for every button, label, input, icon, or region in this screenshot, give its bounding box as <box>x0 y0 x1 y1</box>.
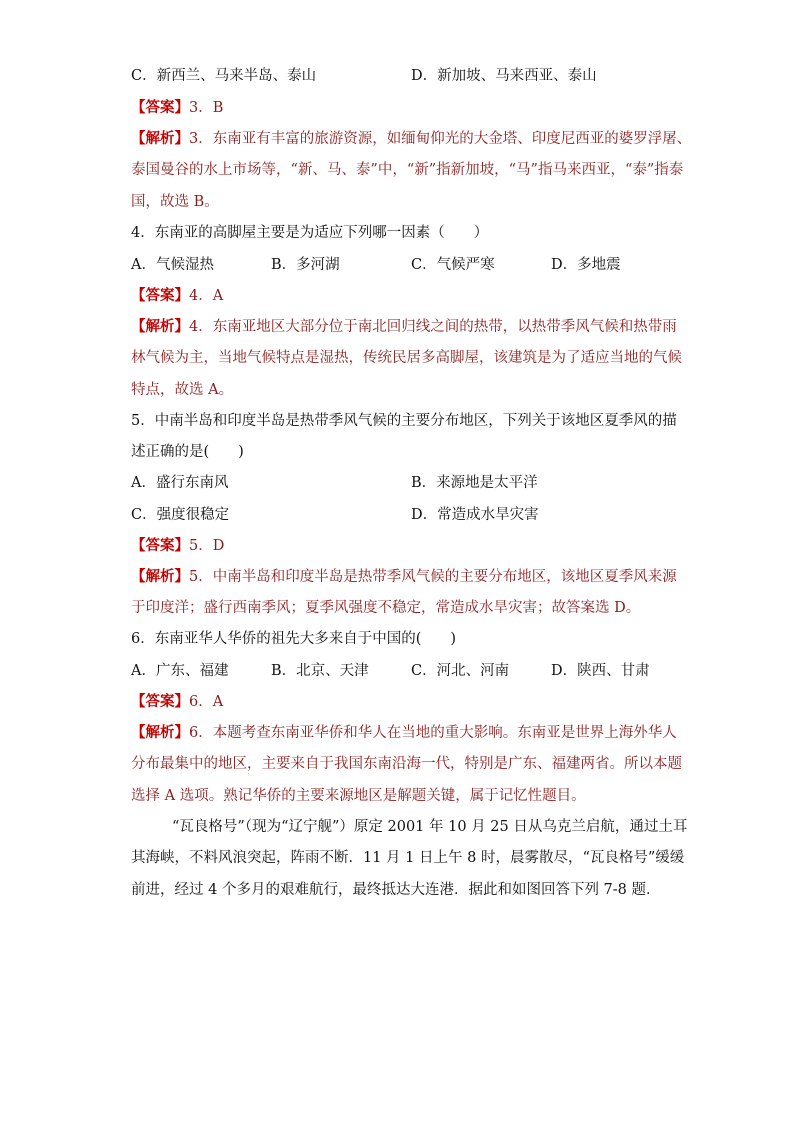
q6-analysis-line-3: 选择 A 选项。熟记华侨的主要来源地区是解题关键，属于记忆性题目。 <box>131 788 586 804</box>
answer-value: 5．D <box>189 538 225 554</box>
q6-analysis-line-2: 分布最集中的地区，主要来自于我国东南沿海一代，特别是广东、福建两省。所以本题 <box>131 756 682 772</box>
answer-value: 3．B <box>189 100 224 116</box>
q4-answer <box>131 286 223 306</box>
q6-option-d: D．陕西、甘肃 <box>551 663 650 679</box>
q4-option-c: C．气候严寒 <box>411 257 495 273</box>
q5-option-a: A．盛行东南风 <box>131 475 229 491</box>
q4-analysis-line-3: 特点，故选 A。 <box>131 382 234 398</box>
answer-value: 4．A <box>189 288 224 304</box>
q4-stem: 4．东南亚的高脚屋主要是为适应下列哪一因素（ ） <box>131 225 489 241</box>
passage-line-2: 其海峡，不料风浪突起，阵雨不断．11 月 1 日上午 8 时，晨雾散尽，“瓦良格号”缓缓 <box>131 850 685 866</box>
q6-option-b: B．北京、天津 <box>271 663 369 679</box>
q3-option-c: C．新西兰、马来半岛、泰山 <box>131 68 317 84</box>
q3-analysis-line-3: 国，故选 B。 <box>131 194 219 210</box>
q4-option-d: D．多地震 <box>551 257 621 273</box>
answer-value: 6．A <box>189 694 224 710</box>
analysis-label: 【解析】 <box>131 318 189 335</box>
passage-line-3: 前进，经过 4 个多月的艰难航行，最终抵达大连港．据此和如图回答下列 7-8 题． <box>131 882 661 898</box>
answer-label: 【答案】 <box>131 287 189 304</box>
q5-stem-line-2: 述正确的是( ) <box>131 444 244 460</box>
q3-answer <box>131 98 223 118</box>
q5-answer <box>131 536 224 556</box>
q3-analysis-line-2: 泰国曼谷的水上市场等，“新、马、泰”中，“新”指新加坡，“马”指马来西亚，“泰”指泰 <box>131 162 684 178</box>
analysis-label: 【解析】 <box>131 568 189 585</box>
q5-stem-line-1: 5．中南半岛和印度半岛是热带季风气候的主要分布地区，下列关于该地区夏季风的描 <box>131 413 677 429</box>
q6-stem: 6．东南亚华人华侨的祖先大多来自于中国的( ) <box>131 631 457 647</box>
q5-option-c: C．强度很稳定 <box>131 507 230 523</box>
q5-option-b: B．来源地是太平洋 <box>411 475 538 491</box>
q4-analysis-line-2: 林气候为主，当地气候特点是湿热，传统民居多高脚屋，该建筑是为了适应当地的气候 <box>131 350 682 366</box>
answer-label: 【答案】 <box>131 99 189 116</box>
q4-analysis-line-1: 【解析】4．东南亚地区大部分位于南北回归线之间的热带，以热带季风气候和热带雨 <box>131 318 677 335</box>
q6-answer <box>131 692 223 712</box>
q4-option-b: B．多河湖 <box>271 257 340 273</box>
passage-line-1: “瓦良格号”（现为“辽宁舰”）原定 2001 年 10 月 25 日从乌克兰启航，通过土耳 <box>172 819 688 835</box>
answer-label: 【答案】 <box>131 693 189 710</box>
q6-analysis-line-1: 【解析】6．本题考查东南亚华侨和华人在当地的重大影响。东南亚是世界上海外华人 <box>131 724 677 741</box>
q3-analysis-line-1: 【解析】3．东南亚有丰富的旅游资源，如缅甸仰光的大金塔、印度尼西亚的婆罗浮屠、 <box>131 130 692 147</box>
q3-option-d: D．新加坡、马来西亚、泰山 <box>411 68 597 84</box>
q5-analysis-line-1: 【解析】5．中南半岛和印度半岛是热带季风气候的主要分布地区，该地区夏季风来源 <box>131 568 677 585</box>
q5-analysis-line-2: 于印度洋；盛行西南季风；夏季风强度不稳定，常造成水旱灾害；故答案选 D。 <box>131 600 641 616</box>
q4-option-a: A．气候湿热 <box>131 257 214 273</box>
analysis-label: 【解析】 <box>131 724 189 741</box>
q6-option-c: C．河北、河南 <box>411 663 510 679</box>
q6-option-a: A．广东、福建 <box>131 663 229 679</box>
analysis-label: 【解析】 <box>131 130 189 147</box>
q5-option-d: D．常造成水旱灾害 <box>411 507 539 523</box>
answer-label: 【答案】 <box>131 537 189 554</box>
